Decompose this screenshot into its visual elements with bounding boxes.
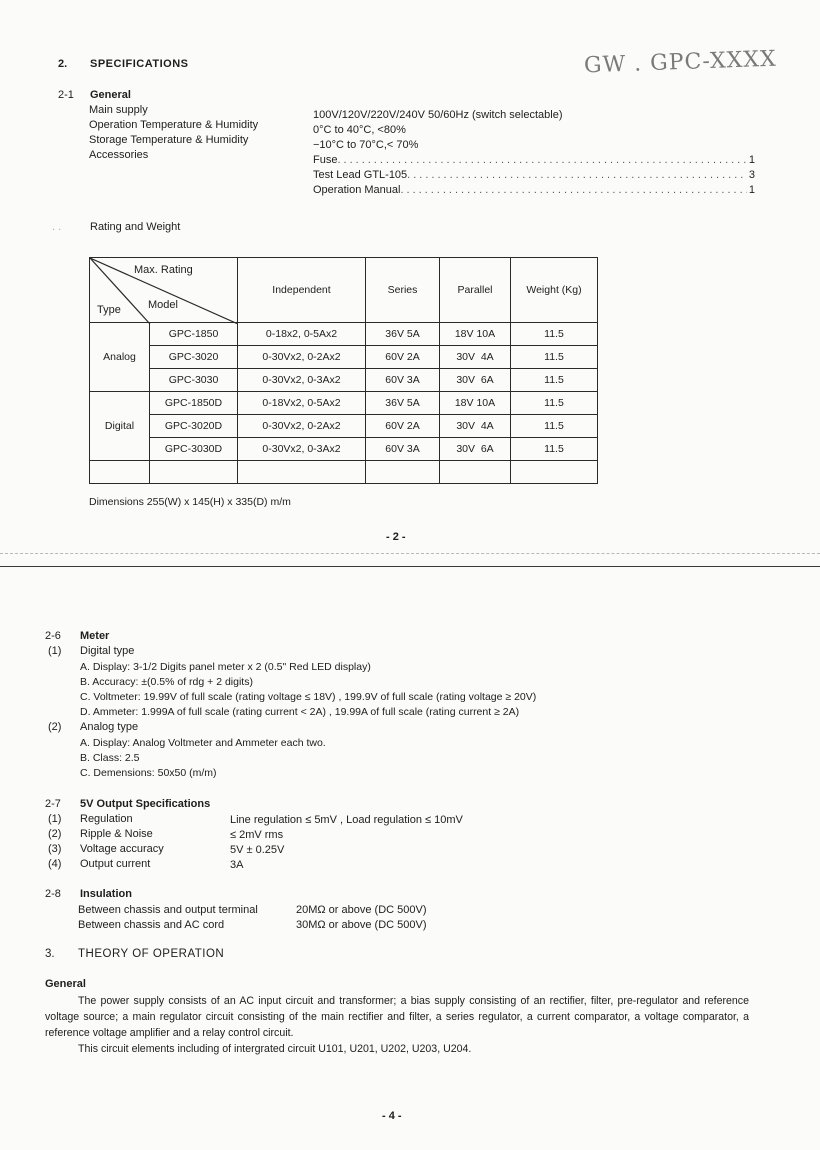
list-item: C. Demensions: 50x50 (m/m) xyxy=(80,767,217,779)
section-title: Meter xyxy=(80,630,110,642)
type-cell: Analog xyxy=(90,323,150,392)
section-number: 2-6 xyxy=(45,630,61,642)
section-number: 2-8 xyxy=(45,888,61,900)
section-title: THEORY OF OPERATION xyxy=(78,948,225,960)
accessory-qty: 3 xyxy=(748,169,755,181)
theory-paragraph-2: This circuit elements including of intergrated circuit U101, U201, U202, U203, U204. xyxy=(78,1043,472,1055)
spec-value: 5V ± 0.25V xyxy=(230,844,285,856)
weight-cell: 11.5 xyxy=(511,392,598,415)
weight-cell: 11.5 xyxy=(511,438,598,461)
output-spec-labels xyxy=(80,812,164,872)
section-title: 5V Output Specifications xyxy=(80,798,211,810)
series-cell: 60V 3A xyxy=(366,369,440,392)
list-item: A. Display: Analog Voltmeter and Ammeter each two. xyxy=(80,737,326,749)
independent-cell: 0-18Vx2, 0-5Ax2 xyxy=(238,392,366,415)
general-values xyxy=(313,108,563,153)
output-spec-values xyxy=(230,813,463,873)
independent-cell: 0-30Vx2, 0-3Ax2 xyxy=(238,438,366,461)
page-number: - 2 - xyxy=(386,531,406,543)
item-number: (2) xyxy=(48,828,62,840)
accessory-name: Operation Manual xyxy=(313,184,401,196)
parallel-cell: 30V 6A xyxy=(440,369,511,392)
weight-cell: 11.5 xyxy=(511,415,598,438)
spec-label: Ripple & Noise xyxy=(80,828,153,840)
item-number: (1) xyxy=(48,645,62,657)
general-label: Storage Temperature & Humidity xyxy=(89,134,249,146)
accessory-qty: 1 xyxy=(748,184,755,196)
meter-analog-title: Analog type xyxy=(80,721,139,733)
general-label: Accessories xyxy=(89,149,149,161)
theory-paragraph: The power supply consists of an AC input circuit and transformer; a bias supply consisting of an rectifier, filter, pre-regulator and reference voltage source; a main regulator circuit consisting of the main rectifier and filter, a series regulator, a current comparator, a voltage comparator, a reference voltage amplifier and a relay control circuit. xyxy=(45,995,749,1039)
spec-label: Voltage accuracy xyxy=(80,843,164,855)
general-label: Operation Temperature & Humidity xyxy=(89,119,259,131)
subsection-number: 2-1 xyxy=(58,89,74,101)
general-value: −10°C to 70°C,< 70% xyxy=(313,139,419,151)
accessory-row xyxy=(313,183,755,198)
insulation-label: Between chassis and AC cord xyxy=(78,919,225,931)
list-item: A. Display: 3-1/2 Digits panel meter x 2 (0.5" Red LED display) xyxy=(80,661,371,673)
list-item: B. Accuracy: ±(0.5% of rdg + 2 digits) xyxy=(80,676,253,688)
meter-digital-list xyxy=(80,660,536,720)
model-cell: GPC-1850 xyxy=(150,323,238,346)
rating-title: Rating and Weight xyxy=(90,221,181,233)
section-title: Insulation xyxy=(80,888,132,900)
table-header-row xyxy=(90,258,598,323)
table-row xyxy=(90,415,598,438)
independent-cell: 0-30Vx2, 0-2Ax2 xyxy=(238,346,366,369)
header-weight: Weight (Kg) xyxy=(511,258,598,323)
meter-analog-list xyxy=(80,736,326,781)
model-cell: GPC-3030 xyxy=(150,369,238,392)
page-separator-line xyxy=(0,566,820,567)
section-number: 2-7 xyxy=(45,798,61,810)
independent-cell: 0-18x2, 0-5Ax2 xyxy=(238,323,366,346)
page-separator-dashed xyxy=(0,553,820,554)
rating-weight-table xyxy=(89,257,598,484)
table-empty-row xyxy=(90,461,598,484)
series-cell: 36V 5A xyxy=(366,323,440,346)
series-cell: 60V 2A xyxy=(366,346,440,369)
subsection-title: General xyxy=(90,89,131,101)
spec-value: 3A xyxy=(230,859,244,871)
item-number: (3) xyxy=(48,843,62,855)
table-row xyxy=(90,392,598,415)
page-number: - 4 - xyxy=(382,1110,402,1122)
header-model: Model xyxy=(148,299,178,311)
accessories-list xyxy=(313,153,755,198)
weight-cell: 11.5 xyxy=(511,323,598,346)
independent-cell: 0-30Vx2, 0-3Ax2 xyxy=(238,369,366,392)
spec-label: Regulation xyxy=(80,813,133,825)
weight-cell: 11.5 xyxy=(511,346,598,369)
model-cell: GPC-1850D xyxy=(150,392,238,415)
series-cell: 60V 2A xyxy=(366,415,440,438)
section-number: 3. xyxy=(45,948,55,960)
meter-digital-title: Digital type xyxy=(80,645,135,657)
parallel-cell: 18V 10A xyxy=(440,323,511,346)
parallel-cell: 30V 6A xyxy=(440,438,511,461)
header-parallel: Parallel xyxy=(440,258,511,323)
list-item: C. Voltmeter: 19.99V of full scale (rating voltage ≤ 18V) , 199.9V of full scale (rating voltage ≥ 20V) xyxy=(80,691,537,703)
general-value: 0°C to 40°C, <80% xyxy=(313,124,406,136)
table-row xyxy=(90,346,598,369)
list-item: B. Class: 2.5 xyxy=(80,752,140,764)
header-independent: Independent xyxy=(238,258,366,323)
table-row xyxy=(90,369,598,392)
accessory-name: Test Lead GTL-105 xyxy=(313,169,408,181)
list-item: D. Ammeter: 1.999A of full scale (rating current < 2A) , 19.99A of full scale (rating current ≥ 2A) xyxy=(80,706,520,718)
output-spec-numbers xyxy=(48,812,61,872)
accessory-name: Fuse xyxy=(313,154,338,166)
section-title: SPECIFICATIONS xyxy=(90,58,189,70)
model-cell: GPC-3020D xyxy=(150,415,238,438)
insulation-values xyxy=(296,903,427,933)
insulation-value: 20MΩ or above (DC 500V) xyxy=(296,904,427,916)
item-number: (1) xyxy=(48,813,62,825)
table-row xyxy=(90,438,598,461)
insulation-labels xyxy=(78,903,258,933)
spec-value: ≤ 2mV rms xyxy=(230,829,284,841)
spec-value: Line regulation ≤ 5mV , Load regulation ≤ 10mV xyxy=(230,814,463,826)
general-subtitle: General xyxy=(45,978,86,990)
parallel-cell: 30V 4A xyxy=(440,346,511,369)
section-number: 2. xyxy=(58,58,68,70)
handwritten-note: GW . GPC-XXXX xyxy=(583,46,778,79)
model-cell: GPC-3030D xyxy=(150,438,238,461)
spec-label: Output current xyxy=(80,858,151,870)
model-cell: GPC-3020 xyxy=(150,346,238,369)
parallel-cell: 18V 10A xyxy=(440,392,511,415)
diagonal-header-cell xyxy=(90,258,238,323)
header-max-rating: Max. Rating xyxy=(134,264,193,276)
item-number: (4) xyxy=(48,858,62,870)
dimensions-note: Dimensions 255(W) x 145(H) x 335(D) m/m xyxy=(89,496,291,508)
header-type: Type xyxy=(97,304,121,316)
accessory-qty: 1 xyxy=(748,154,755,166)
parallel-cell: 30V 4A xyxy=(440,415,511,438)
header-series: Series xyxy=(366,258,440,323)
general-labels xyxy=(89,103,258,163)
rating-marker: . . xyxy=(52,221,62,233)
type-cell: Digital xyxy=(90,392,150,461)
accessory-row xyxy=(313,153,755,168)
insulation-value: 30MΩ or above (DC 500V) xyxy=(296,919,427,931)
weight-cell: 11.5 xyxy=(511,369,598,392)
table-row xyxy=(90,323,598,346)
accessory-row xyxy=(313,168,755,183)
series-cell: 60V 3A xyxy=(366,438,440,461)
general-value: 100V/120V/220V/240V 50/60Hz (switch selectable) xyxy=(313,109,563,121)
insulation-label: Between chassis and output terminal xyxy=(78,904,258,916)
series-cell: 36V 5A xyxy=(366,392,440,415)
item-number: (2) xyxy=(48,721,62,733)
general-label: Main supply xyxy=(89,104,148,116)
independent-cell: 0-30Vx2, 0-2Ax2 xyxy=(238,415,366,438)
